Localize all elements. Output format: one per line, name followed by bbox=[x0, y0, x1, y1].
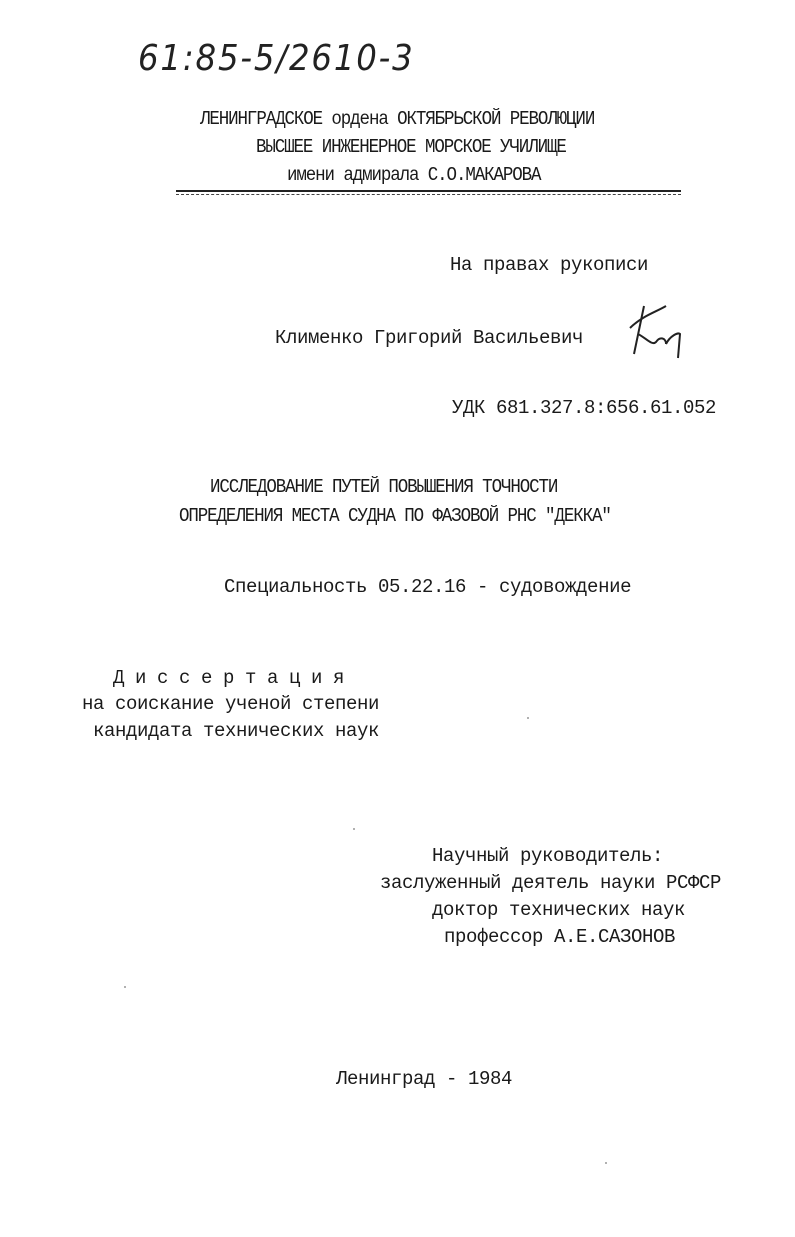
title-line-1: ИССЛЕДОВАНИЕ ПУТЕЙ ПОВЫШЕНИЯ ТОЧНОСТИ bbox=[210, 476, 558, 498]
scan-speck bbox=[605, 1162, 607, 1164]
specialty: Специальность 05.22.16 - судовождение bbox=[224, 576, 632, 598]
institution-line-3: имени адмирала С.О.МАКАРОВА bbox=[287, 164, 541, 186]
author-signature bbox=[622, 302, 688, 360]
scan-speck bbox=[124, 986, 126, 988]
institution-line-2: ВЫСШЕЕ ИНЖЕНЕРНОЕ МОРСКОЕ УЧИЛИЩЕ bbox=[256, 136, 566, 158]
degree-line-1: Д и с с е р т а ц и я bbox=[113, 667, 345, 689]
place-year: Ленинград - 1984 bbox=[336, 1068, 513, 1090]
title-line-2: ОПРЕДЕЛЕНИЯ МЕСТА СУДНА ПО ФАЗОВОЙ РНС "ДЕККА" bbox=[179, 505, 611, 527]
degree-line-2: на соискание ученой степени bbox=[82, 693, 380, 715]
supervisor-line-4: профессор А.Е.САЗОНОВ bbox=[444, 926, 676, 948]
supervisor-line-3: доктор технических наук bbox=[432, 899, 686, 921]
supervisor-line-1: Научный руководитель: bbox=[432, 845, 664, 867]
signature-drawing bbox=[622, 302, 688, 360]
catalog-number: 61:85-5/2610-3 bbox=[138, 38, 415, 79]
degree-line-3: кандидата технических наук bbox=[93, 720, 380, 742]
manuscript-rights: На правах рукописи bbox=[450, 254, 649, 276]
header-rule-dashed bbox=[176, 194, 681, 195]
scan-speck bbox=[353, 828, 355, 830]
udc-code: УДК 681.327.8:656.61.052 bbox=[452, 397, 717, 419]
scan-speck bbox=[527, 717, 529, 719]
header-rule bbox=[176, 190, 681, 192]
supervisor-line-2: заслуженный деятель науки РСФСР bbox=[380, 872, 722, 894]
institution-line-1: ЛЕНИНГРАДСКОЕ ордена ОКТЯБРЬСКОЙ РЕВОЛЮЦИИ bbox=[200, 108, 595, 130]
author-name: Клименко Григорий Васильевич bbox=[275, 327, 584, 349]
